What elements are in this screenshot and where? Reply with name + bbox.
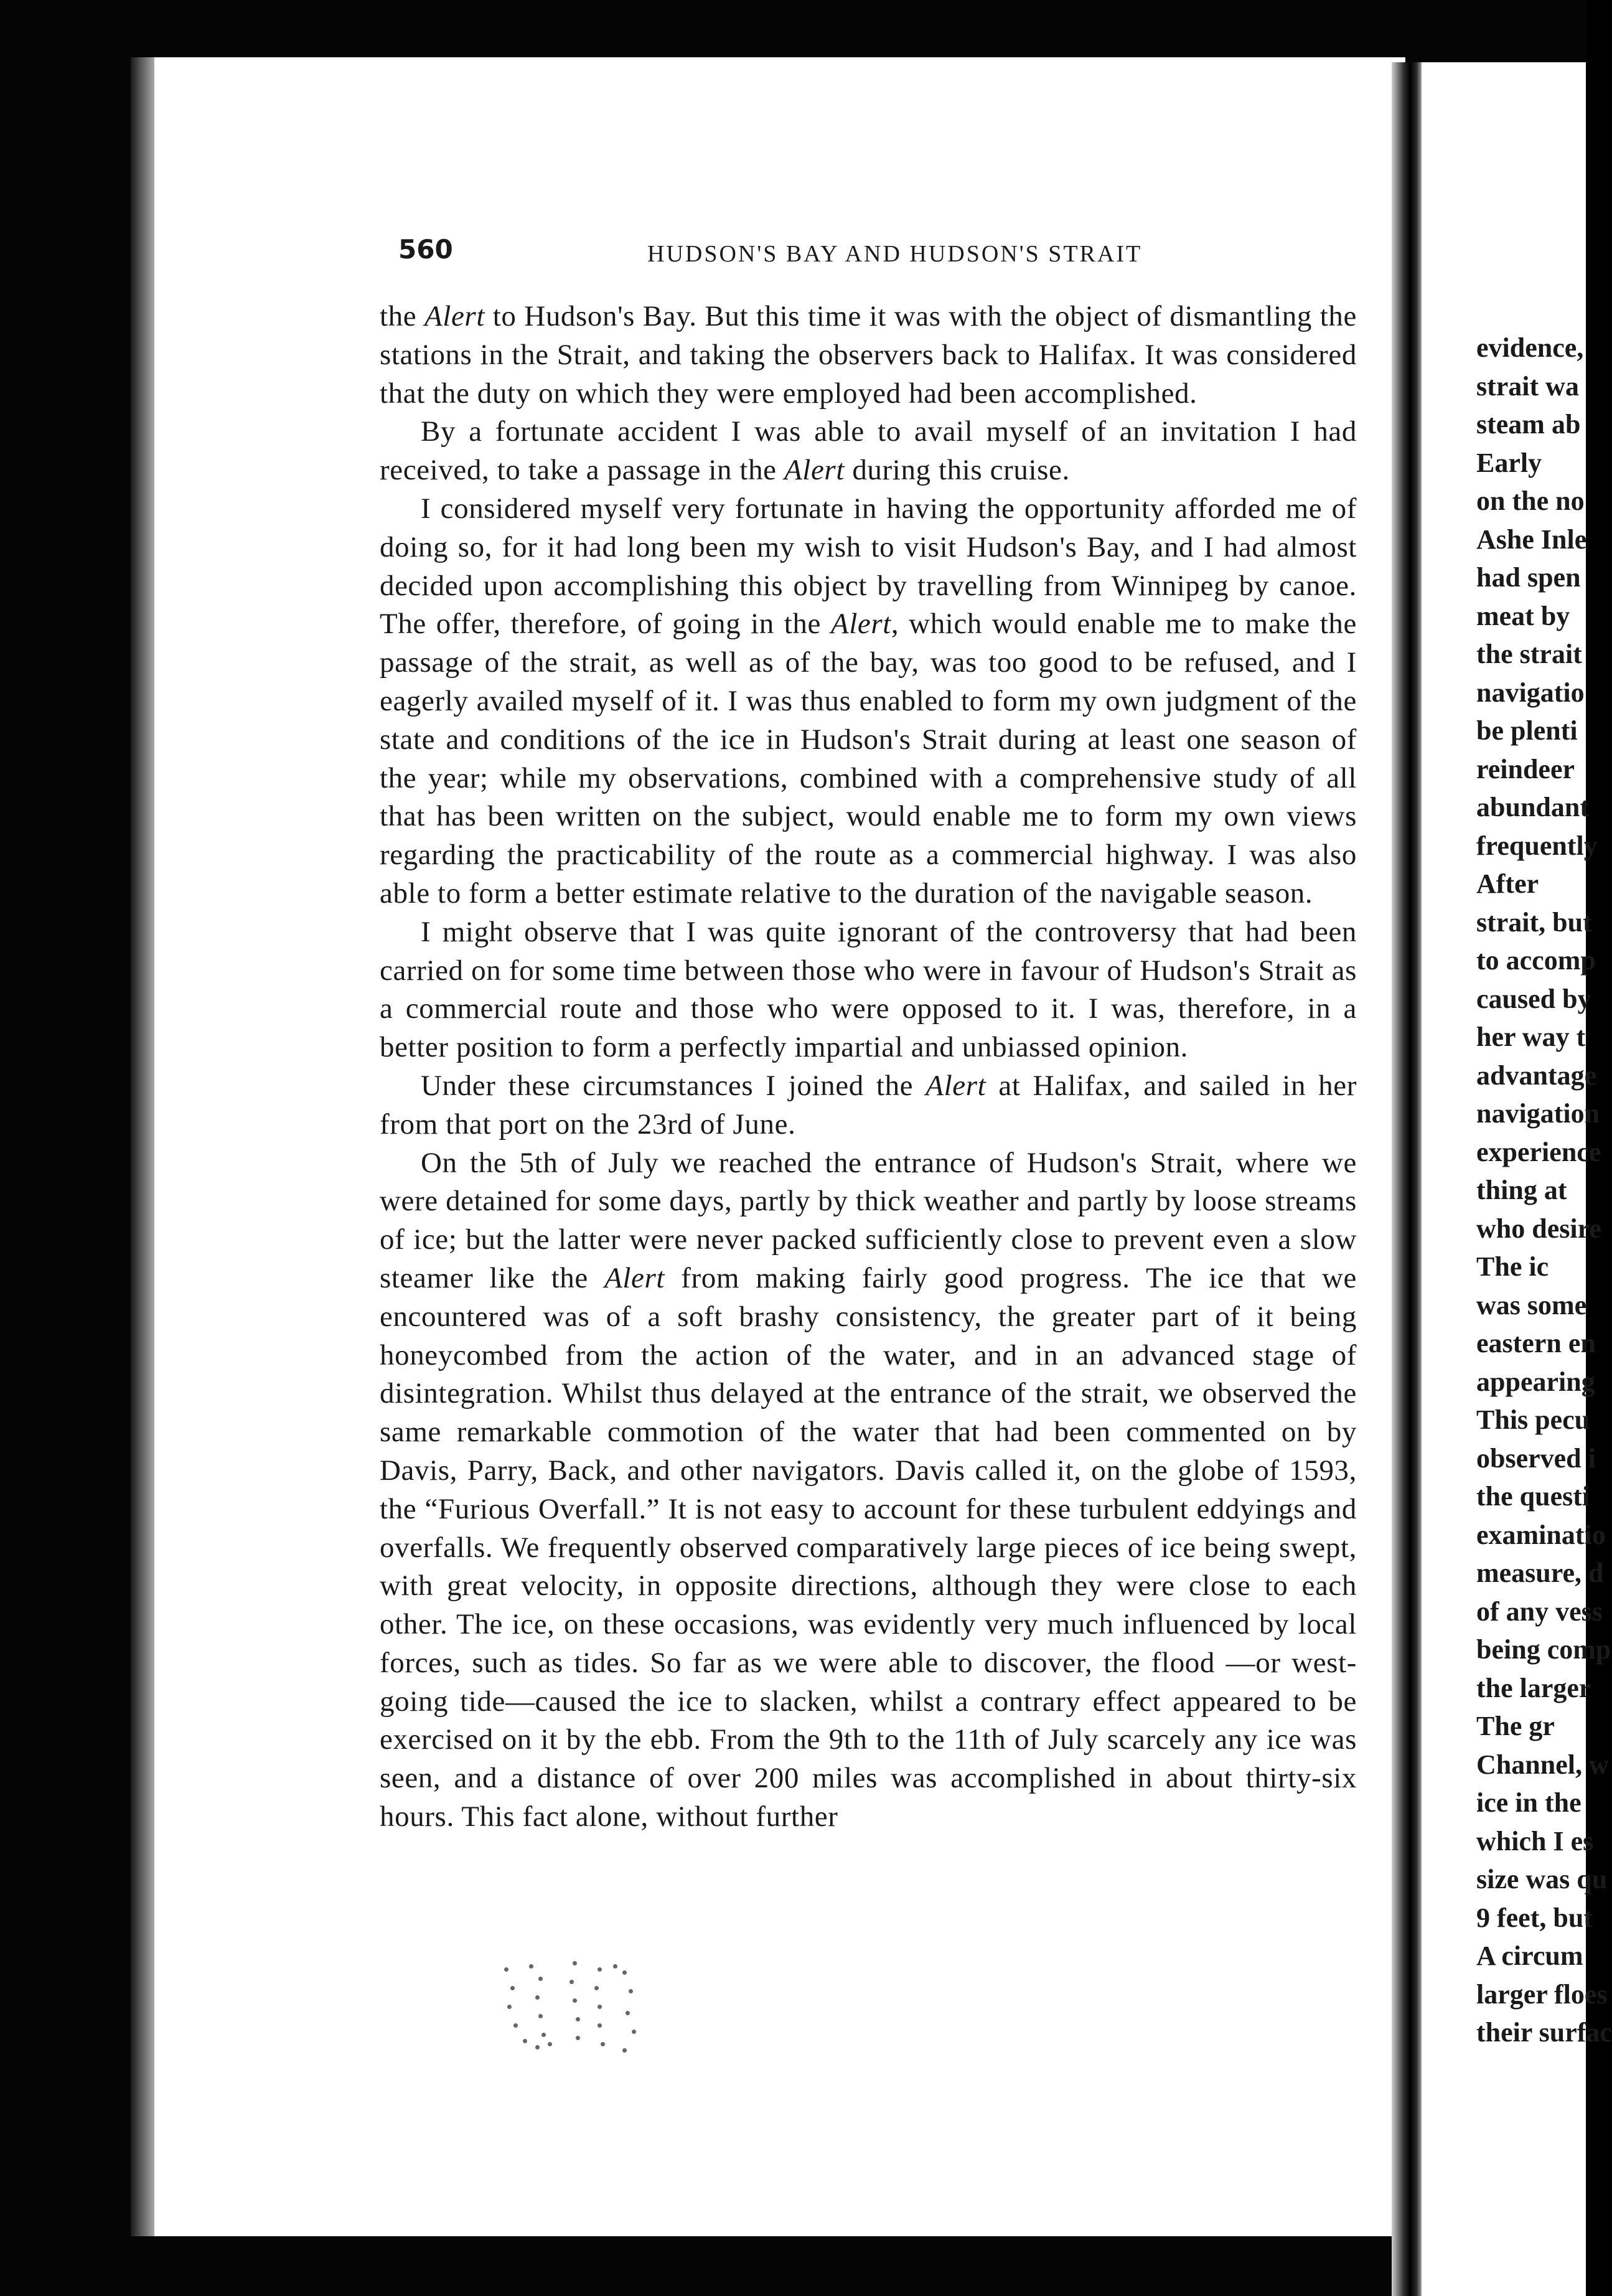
ship-name-alert: Alert — [830, 608, 891, 641]
facing-page-line: experience — [1476, 1136, 1601, 1167]
facing-page-line: steam ab — [1476, 409, 1581, 440]
facing-page-line: The ic — [1476, 1251, 1549, 1282]
facing-page-line: Ashe Inle — [1476, 524, 1587, 555]
book-gutter — [1392, 62, 1423, 2296]
facing-page-line: thing at — [1476, 1175, 1567, 1205]
stamp-dot — [632, 2030, 636, 2034]
stamp-dot — [504, 1967, 508, 1972]
facing-page-line: be plenti — [1476, 715, 1578, 746]
facing-page-line: being comp — [1476, 1634, 1611, 1665]
stamp-dot — [597, 2023, 602, 2028]
ship-name-alert: Alert — [925, 1069, 986, 1102]
facing-page-line: observed i — [1476, 1442, 1596, 1474]
facing-page-line: appearing — [1476, 1366, 1595, 1397]
stamp-dot — [573, 1998, 577, 2003]
facing-page-line: The gr — [1476, 1711, 1555, 1741]
stamp-dot — [541, 2033, 546, 2037]
facing-page-line: strait wa — [1476, 370, 1579, 402]
facing-page-line: the strait — [1476, 639, 1582, 669]
facing-page-line: the questi — [1476, 1481, 1590, 1512]
stamp-dot — [510, 1986, 515, 1990]
paragraph-6: On the 5th of July we reached the entrance of Hudson's Strait, where we were detained for some days, partly by thick weather and partly by loose streams of ice; but the latter were never packed sufficiently close to prevent even a slow steamer like the Alert from making fairly good progress. The ice that we encountered was of a soft brashy consistency, the greater part of it being honeycombed from the action of the water, and in an advanced stage of disintegration. Whilst thus delayed at the entrance of the strait, we observed the same remarkable commotion of the water that had been commented on by Davis, Parry, Back, and other navigators. Davis called it, on the globe of 1593, the “Furious Overfall.” It is not easy to account for these turbulent eddyings and overfalls. We frequently observed comparatively large pieces of ice being swept, with great velocity, in opposite directions, although they were close to each other. The ice, on these occasions, was evidently very much influenced by local forces, such as tides. So far as we were able to discover, the flood —or west-going tide—caused the ice to slacken, whilst a contrary effect appeared to be exercised on it by the ebb. From the 9th to the 11th of July scarcely any ice was seen, and a distance of over 200 miles was accomplished in about thirty-six hours. This fact alone, without further — [380, 1146, 1357, 1833]
paragraph-2: By a fortunate accident I was able to avail myself of an invitation I had received, to take a passage in the Alert during this cruise. — [380, 415, 1357, 487]
facing-page-text — [1476, 329, 1612, 2052]
stamp-dot — [529, 1964, 533, 1969]
facing-page-line: was some — [1476, 1289, 1587, 1320]
stamp-dot — [513, 2023, 518, 2028]
page-header — [398, 229, 1351, 279]
stamp-dot — [535, 1995, 540, 2000]
perforation-stamp — [504, 1961, 647, 2054]
paragraph-5: Under these circumstances I joined the Alert at Halifax, and sailed in her from that port on the 23rd of June. — [380, 1069, 1357, 1141]
stamp-dot — [622, 1970, 627, 1975]
stamp-dot — [523, 2039, 527, 2043]
facing-page-line: eastern en — [1476, 1328, 1596, 1358]
stamp-dot — [622, 2048, 627, 2053]
ship-name-alert: Alert — [784, 454, 845, 487]
stamp-dot — [548, 2042, 552, 2046]
facing-page-line: ice in the — [1476, 1787, 1582, 1818]
facing-page-line: A circum — [1476, 1941, 1583, 1971]
facing-page-line: on the no — [1476, 486, 1585, 516]
paragraph-4: I might observe that I was quite ignorant of the controversy that had been carried on for some time between those who were in favour of Hudson's Strait as a commercial route and those who were opposed to it. I was, therefore, in a better position to form a perfectly impartial and unbiassed opinion. — [380, 915, 1357, 1064]
facing-page-line: measure, d — [1476, 1558, 1604, 1588]
facing-page-line: 9 feet, but — [1476, 1902, 1593, 1933]
body-text — [380, 298, 1357, 1837]
stamp-dot — [573, 1961, 577, 1965]
paragraph-3: I considered myself very fortunate in having the opportunity afforded me of doing so, for it had long been my wish to visit Hudson's Bay, and I had almost decided upon accomplishing this object by travelling from Winnipeg by canoe. The offer, therefore, of going in the Alert, which would enable me to make the passage of the strait, as well as of the bay, was too good to be refused, and I eagerly availed myself of it. I was thus enabled to form my own judgment of the state and conditions of the ice in Hudson's Strait during at least one season of the year; while my observations, combined with a comprehensive study of all that has been written on the subject, would enable me to form my own views regarding the practicability of the route as a commercial highway. I was also able to form a better estimate relative to the duration of the navigable season. — [380, 492, 1357, 910]
running-head: HUDSON'S BAY AND HUDSON'S STRAIT — [647, 241, 1143, 267]
facing-page-line: advantage — [1476, 1060, 1597, 1091]
facing-page-line: who desire — [1476, 1213, 1601, 1244]
facing-page-line: abundant — [1476, 792, 1590, 822]
facing-page-line: meat by — [1476, 600, 1570, 631]
facing-page-line: larger floes — [1476, 1978, 1608, 2010]
ship-name-alert: Alert — [604, 1261, 665, 1294]
stamp-dot — [569, 1980, 574, 1984]
stamp-dot — [538, 2014, 543, 2018]
stamp-dot — [626, 2011, 630, 2015]
facing-page-line: Channel, w — [1476, 1749, 1609, 1780]
stamp-dot — [538, 1977, 543, 1981]
facing-page-line: of any vess — [1476, 1596, 1603, 1627]
stamp-dot — [613, 1964, 617, 1969]
stamp-dot — [594, 1986, 599, 1990]
ship-name-alert: Alert — [424, 300, 485, 332]
paragraph-1: the Alert to Hudson's Bay. But this time it was with the object of dismantling the stations in the Strait, and taking the observers back to Halifax. It was considered that the duty on which they were employed had been accomplished. — [380, 300, 1357, 410]
facing-page-line: strait, but — [1476, 906, 1592, 938]
facing-page-line: evidence, — [1476, 332, 1584, 363]
facing-page-line: her way t — [1476, 1022, 1586, 1052]
facing-page-line: Early — [1476, 447, 1542, 478]
stamp-dot — [507, 2005, 512, 2009]
facing-page-line: frequently — [1476, 830, 1598, 861]
facing-page-line: size was qu — [1476, 1864, 1608, 1894]
stamp-dot — [597, 2005, 602, 2009]
stamp-dot — [601, 2042, 605, 2046]
facing-page-line: to accomp — [1476, 945, 1596, 976]
facing-page-line: which I es — [1476, 1825, 1594, 1856]
facing-page-line: reindeer — [1476, 753, 1575, 784]
stamp-dot — [629, 1989, 633, 1993]
stamp-dot — [576, 2017, 580, 2021]
facing-page-line: navigatio — [1476, 677, 1585, 708]
facing-page-line: caused by — [1476, 983, 1591, 1014]
facing-page-line: had spen — [1476, 562, 1581, 593]
facing-page-line: the larger — [1476, 1672, 1591, 1703]
stamp-dot — [576, 2036, 580, 2040]
facing-page-line: their surfac — [1476, 2017, 1612, 2048]
facing-page-line: After — [1476, 868, 1539, 899]
stamp-dot — [597, 1967, 602, 1972]
facing-page-line: navigation — [1476, 1098, 1600, 1129]
page-number: 560 — [398, 234, 453, 265]
facing-page-line: examinatio — [1476, 1519, 1606, 1550]
stamp-dot — [535, 2045, 540, 2049]
facing-page-line: This pecu — [1476, 1404, 1590, 1435]
